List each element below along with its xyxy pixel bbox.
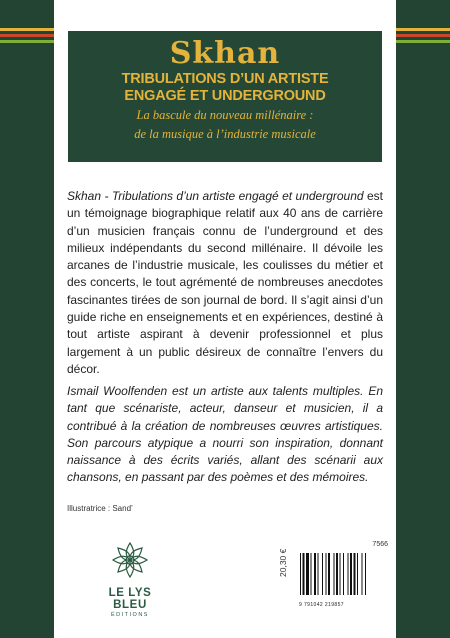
description-body: est un témoignage biographique relatif aux 40 ans de carrière d’un musicien français connu de l’underground et des milieux indépendants du second millénaire. Il dévoile les arcanes de l’industrie musicale, les coulisses du métier et des concerts, le tout agrémenté de nombreuses anecdotes fascinantes tirées de son journal de bord. Il s’agit ainsi d’un guide riche en enseignements et en expériences, destiné à tout artiste aspirant à devenir professionnel et plus largement à un public désireux de connaître l’envers du décor. [67, 189, 384, 376]
back-cover-panel [54, 0, 396, 638]
publisher-name: LE LYS BLEU [108, 587, 152, 611]
book-description [67, 188, 383, 378]
illustrator-credit: Illustratrice : Sand’ [67, 504, 133, 513]
subtitle-line-2: ENGAGÉ ET UNDERGROUND [124, 88, 326, 104]
left-border [0, 0, 54, 638]
description-title: Skhan - Tribulations d’un artiste engagé et underground [67, 189, 364, 203]
title-header [68, 31, 382, 162]
price-label: 20,30 € [278, 548, 288, 577]
right-border [396, 0, 450, 638]
barcode-bars [297, 551, 382, 599]
subtitle-line-1: TRIBULATIONS D’UN ARTISTE [121, 71, 329, 87]
product-code: 7566 [372, 541, 388, 548]
lotus-logo-icon [110, 540, 150, 580]
publisher-logo [90, 540, 170, 618]
isbn-barcode [297, 551, 382, 607]
left-stripes [0, 28, 54, 46]
author-bio: Ismail Woolfenden est un artiste aux talents multiples. En tant que scénariste, acteur, danseur et musicien, il a contribué à la création de nombreuses œuvres artistiques. Son parcours atypique a nourri son inspiration, donnant naissance à des écrits variés, allant des scénarii aux chansons, en passant par des poèmes et des mémoires. [67, 384, 383, 485]
tagline-line-2: de la musique à l’industrie musicale [134, 127, 316, 141]
right-stripes [396, 28, 450, 46]
tagline-line-1: La bascule du nouveau millénaire : [136, 108, 314, 122]
publisher-sub: ÉDITIONS [111, 612, 149, 618]
book-title: Skhan [169, 36, 281, 71]
isbn-number: 9 791042 219857 [299, 602, 344, 608]
